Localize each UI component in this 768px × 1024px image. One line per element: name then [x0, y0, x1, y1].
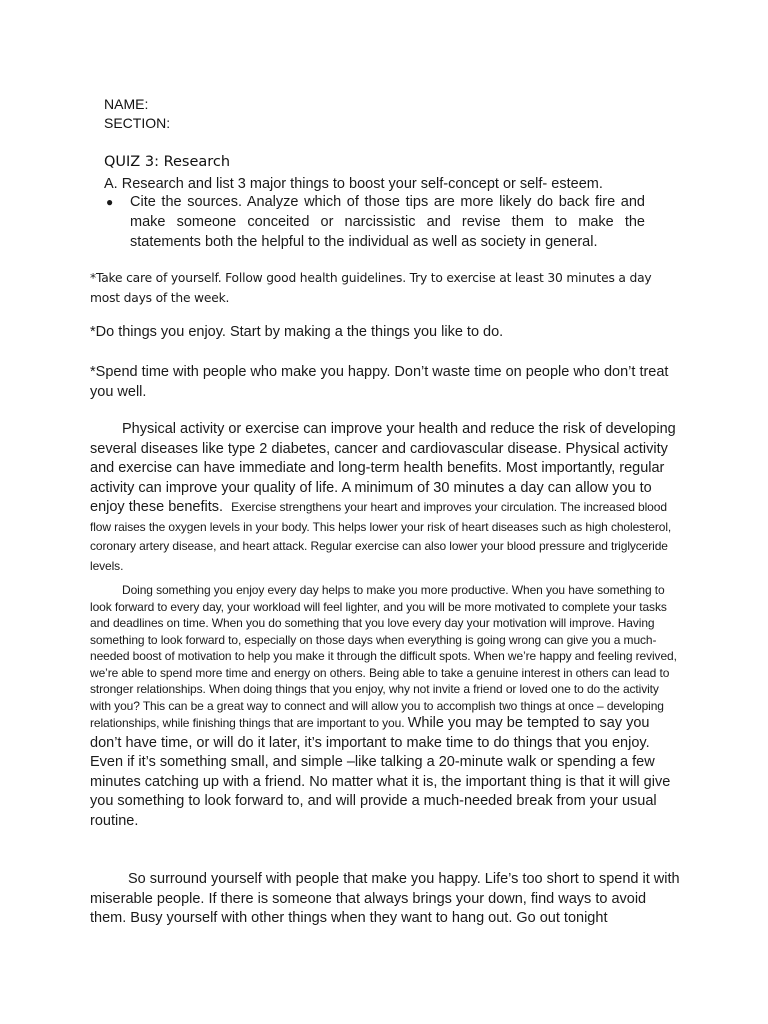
- paragraph-exercise-small: Exercise strengthens your heart and improves your circulation. The increased blood flow raises the oxygen levels in your body. This helps lower your risk of heart diseases such as high cholesterol, coronary artery disease, and heart attack. Regular exercise can also lower your blood pressure and triglyceride levels.: [90, 500, 672, 573]
- paragraph-surround: [90, 870, 680, 929]
- tip-take-care: *Take care of yourself. Follow good health guidelines. Try to exercise at least 30 minutes a day most days of the week.: [90, 271, 652, 305]
- section-label: SECTION:: [104, 115, 171, 131]
- name-label: NAME:: [104, 96, 149, 112]
- paragraph-exercise: [90, 420, 680, 576]
- quiz-title: QUIZ 3: Research: [104, 154, 231, 170]
- paragraph-exercise-large: Physical activity or exercise can improve your health and reduce the risk of developing several diseases like type 2 diabetes, cancer and cardiovascular disease. Physical activity and exercise can have immediate and long-term health benefits. Most importantly, regular activity can improve your quality of life. A minimum of 30 minutes a day can allow you to enjoy these benefits.: [90, 421, 676, 515]
- tip-enjoy: *Do things you enjoy. Start by making a the things you like to do.: [90, 324, 504, 340]
- paragraph-surround-text: So surround yourself with people that make you happy. Life’s too short to spend it with miserable people. If there is someone that always brings your down, find ways to avoid them. Busy yourself with other things when they want to hang out. Go out tonight: [90, 871, 680, 926]
- task-instruction: A. Research and list 3 major things to boost your self-concept or self- esteem.: [104, 176, 603, 192]
- paragraph-enjoy-small: Doing something you enjoy every day helps to make you more productive. When you have something to look forward to every day, your workload will feel lighter, and you will be more motivated to complete your tasks and deadlines on time. When you do something that you love every day your motivation will improve. Having something to look forward to, especially on those days when everything is going wrong can give you a much-needed boost of motivation to help you make it through the difficult spots. When we’re happy and feeling revived, we’re able to spend more time and energy on others. Being able to take a genuine interest in others can lead to stronger relationships. When doing things that you enjoy, why not invite a friend or loved one to do the activity with you? This can be a great way to connect and will allow you to accomplish two things at once – developing relationships, while finishing things that are important to you.: [90, 583, 677, 730]
- paragraph-enjoy: [90, 582, 680, 831]
- paragraph-enjoy-large: While you may be tempted to say you don’t have time, or will do it later, it’s important to make time to do things that you enjoy. Even if it’s something small, and simple –like talking a 20-minute walk or spending a few minutes catching up with a friend. No matter what it is, the important thing is that it will give you something to look forward to, and will provide a much-needed break from your usual routine.: [90, 715, 671, 829]
- bullet-dot-icon: ●: [106, 195, 114, 209]
- bullet-text: Cite the sources. Analyze which of those tips are more likely do back fire and make someone conceited or narcissistic and revise them to make the statements both the helpful to the individual as well as society in general.: [130, 194, 645, 250]
- tip-people: *Spend time with people who make you happy. Don’t waste time on people who don’t treat you well.: [90, 364, 669, 400]
